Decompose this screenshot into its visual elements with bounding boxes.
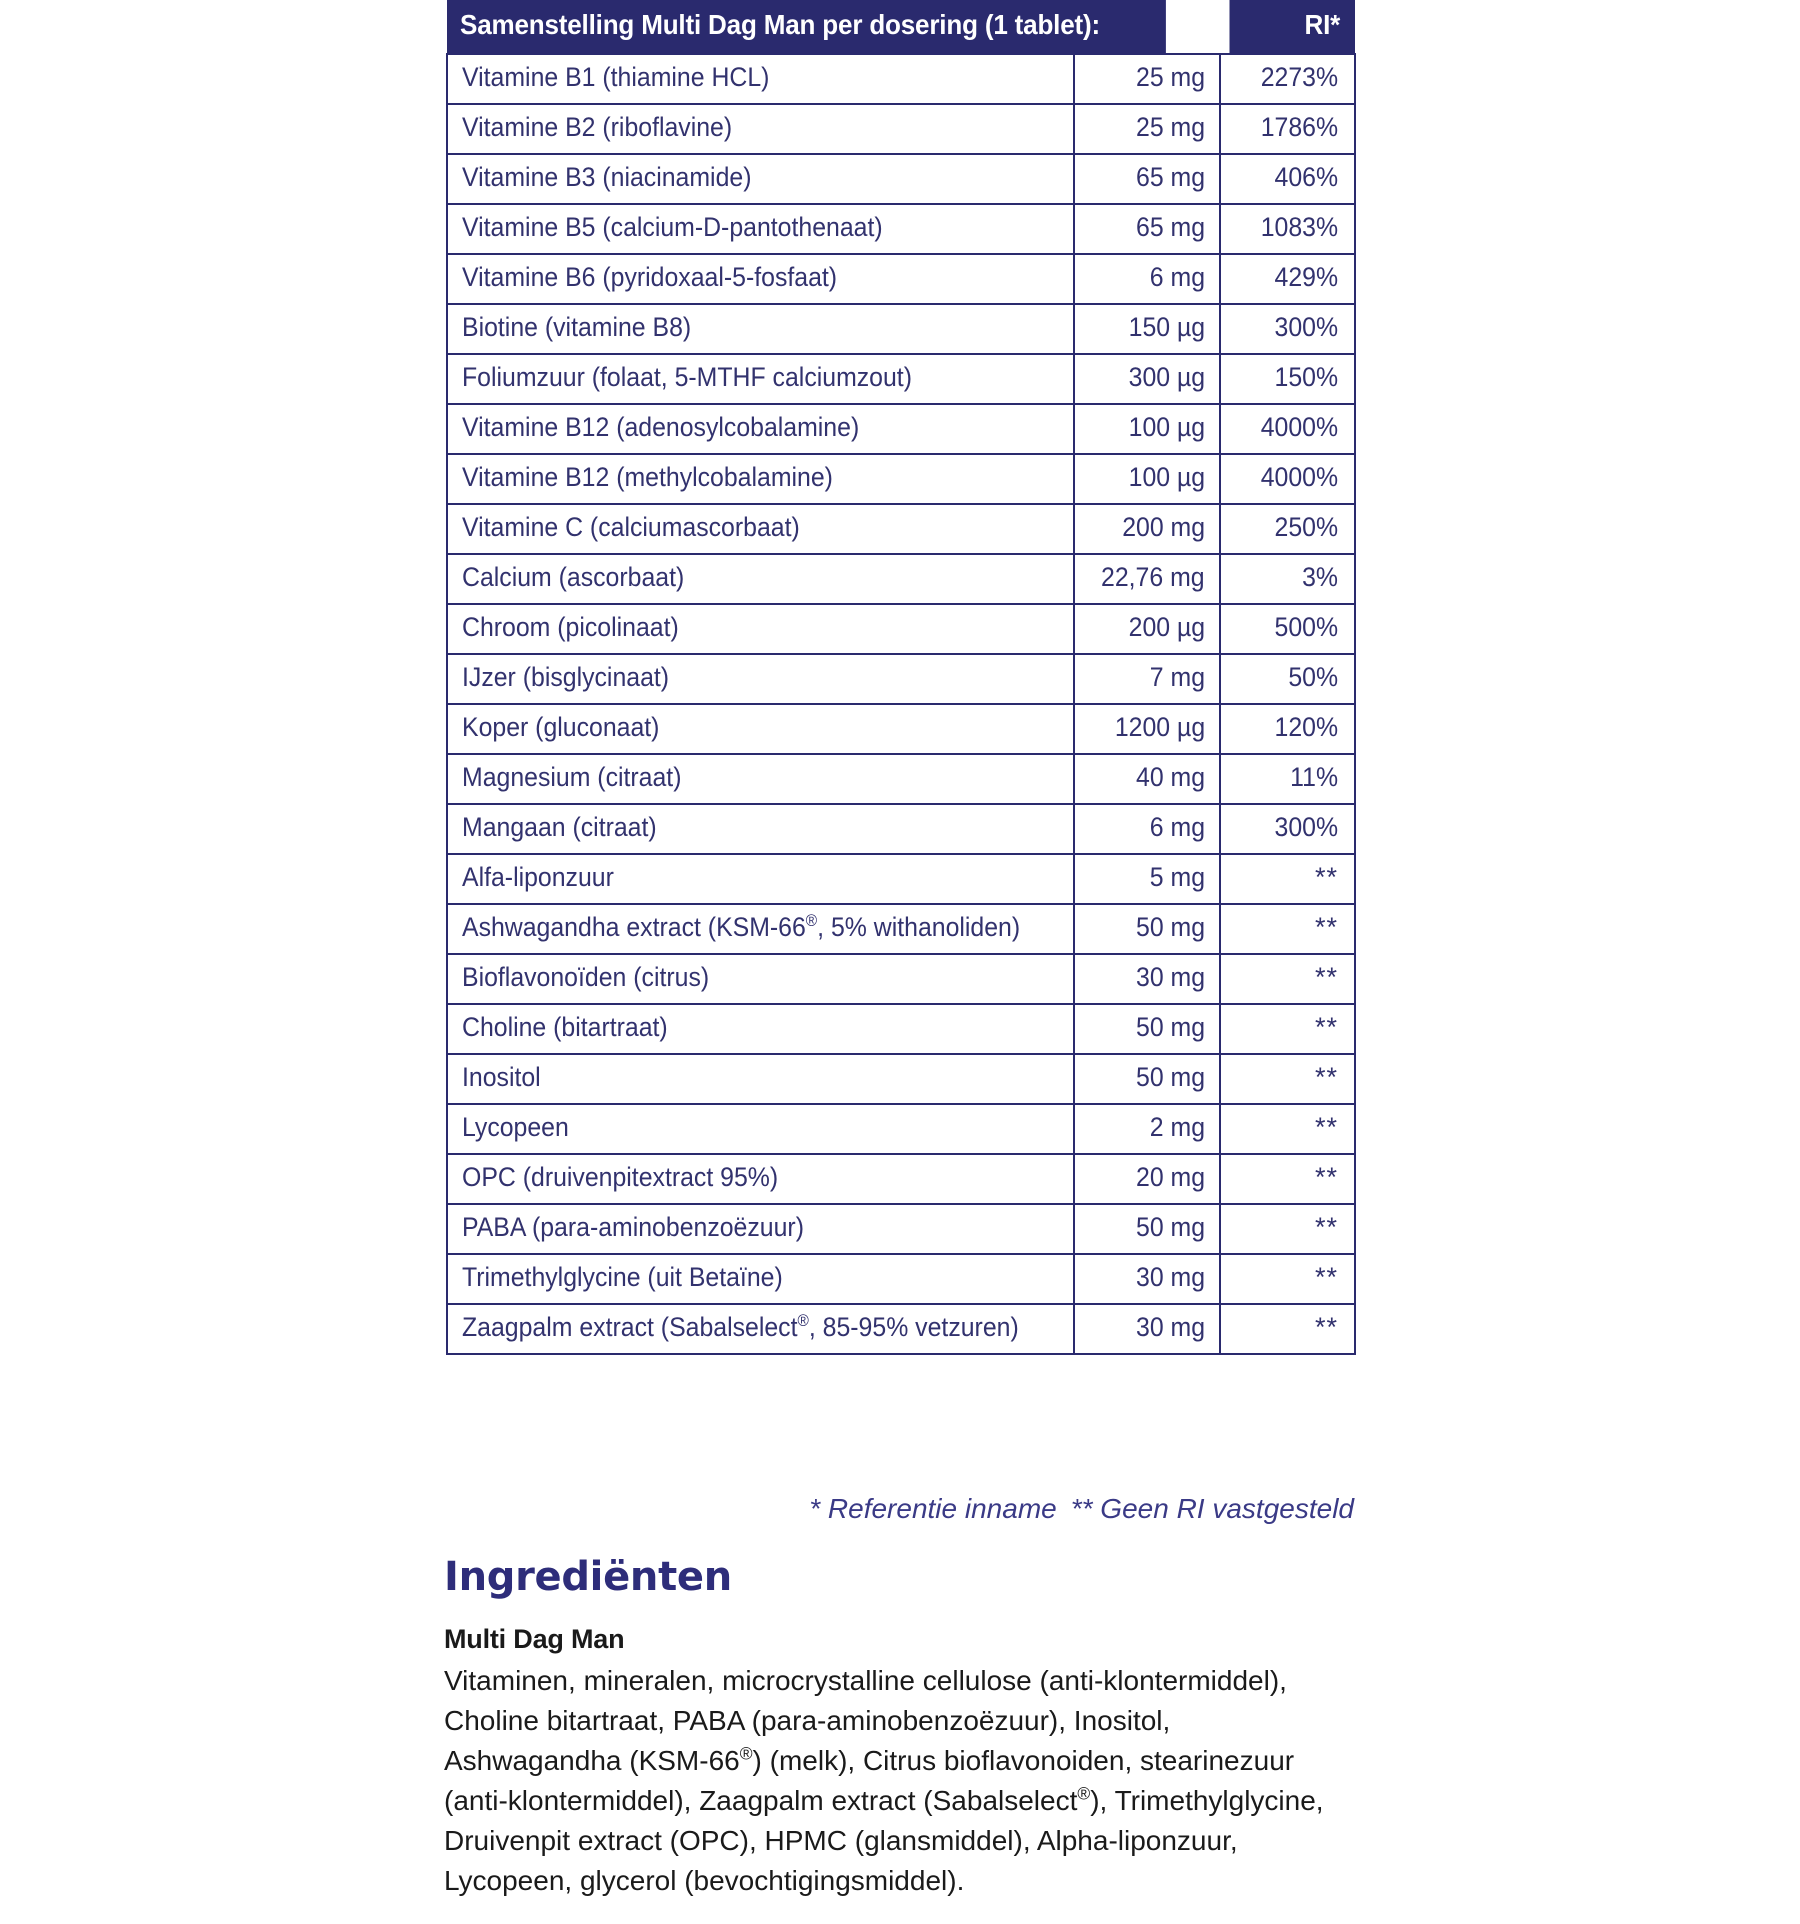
ingredients-section: [444, 1554, 1384, 1901]
table-row: [447, 704, 1355, 754]
ingredients-line: Choline bitartraat, PABA (para-aminobenzoëzuur), Inositol,: [444, 1705, 1171, 1737]
nutrient-amount-cell: 7 mg: [1074, 654, 1220, 704]
table-row: [447, 104, 1355, 154]
nutrient-ri-cell: **: [1220, 1104, 1355, 1154]
nutrient-name-cell: Vitamine B1 (thiamine HCL): [447, 54, 1074, 104]
table-row: [447, 754, 1355, 804]
nutrient-name-cell: Vitamine C (calciumascorbaat): [447, 504, 1074, 554]
nutrient-name-cell: Vitamine B12 (adenosylcobalamine): [447, 404, 1074, 454]
nutrient-name-cell: Calcium (ascorbaat): [447, 554, 1074, 604]
nutrient-amount-cell: 22,76 mg: [1074, 554, 1220, 604]
table-row: [447, 604, 1355, 654]
footnote-ri: * Referentie inname: [809, 1493, 1057, 1524]
nutrient-amount-cell: 30 mg: [1074, 1254, 1220, 1304]
nutrient-name-cell: Vitamine B6 (pyridoxaal-5-fosfaat): [447, 254, 1074, 304]
nutrient-ri-cell: 300%: [1220, 804, 1355, 854]
ingredients-body-text: [444, 1661, 1334, 1901]
nutrient-amount-cell: 200 mg: [1074, 504, 1220, 554]
table-row: [447, 904, 1355, 954]
nutrient-name-cell: PABA (para-aminobenzoëzuur): [447, 1204, 1074, 1254]
table-row: [447, 1004, 1355, 1054]
nutrient-ri-cell: 4000%: [1220, 404, 1355, 454]
nutrient-name-cell: Ashwagandha extract (KSM-66®, 5% withanoliden): [447, 904, 1074, 954]
nutrient-ri-cell: 150%: [1220, 354, 1355, 404]
table-row: [447, 1304, 1355, 1354]
table-row: [447, 304, 1355, 354]
table-row: [447, 154, 1355, 204]
nutrient-amount-cell: 5 mg: [1074, 854, 1220, 904]
nutrient-ri-cell: 300%: [1220, 304, 1355, 354]
nutrient-name-cell: OPC (druivenpitextract 95%): [447, 1154, 1074, 1204]
table-row: [447, 554, 1355, 604]
table-row: [447, 804, 1355, 854]
table-row: [447, 454, 1355, 504]
nutrient-amount-cell: 30 mg: [1074, 1304, 1220, 1354]
nutrient-amount-cell: 150 µg: [1074, 304, 1220, 354]
registered-trademark-symbol: ®: [797, 1311, 809, 1330]
nutrient-amount-cell: 300 µg: [1074, 354, 1220, 404]
table-row: [447, 1204, 1355, 1254]
nutrient-ri-cell: 406%: [1220, 154, 1355, 204]
table-footnotes: [446, 1493, 1354, 1525]
nutrient-ri-cell: 3%: [1220, 554, 1355, 604]
nutrient-name-cell: Inositol: [447, 1054, 1074, 1104]
ingredients-line: Vitaminen, mineralen, microcrystalline cellulose (anti-klontermiddel),: [444, 1665, 1287, 1696]
table-row: [447, 654, 1355, 704]
nutrient-amount-cell: 50 mg: [1074, 1004, 1220, 1054]
table-row: [447, 1054, 1355, 1104]
table-row: [447, 504, 1355, 554]
ingredients-line: Ashwagandha (KSM-66®) (melk), Citrus bioflavonoiden, stearinezuur: [444, 1743, 1295, 1777]
nutrient-name-cell: Vitamine B12 (methylcobalamine): [447, 454, 1074, 504]
nutrient-ri-cell: 250%: [1220, 504, 1355, 554]
nutrient-name-cell: Vitamine B3 (niacinamide): [447, 154, 1074, 204]
nutrient-amount-cell: 100 µg: [1074, 454, 1220, 504]
nutrient-ri-cell: 1083%: [1220, 204, 1355, 254]
table-row: [447, 1254, 1355, 1304]
nutrient-name-cell: IJzer (bisglycinaat): [447, 654, 1074, 704]
nutrient-ri-cell: **: [1220, 854, 1355, 904]
table-row: [447, 954, 1355, 1004]
nutrient-name-cell: Mangaan (citraat): [447, 804, 1074, 854]
nutrient-amount-cell: 30 mg: [1074, 954, 1220, 1004]
nutrient-name-cell: Trimethylglycine (uit Betaïne): [447, 1254, 1074, 1304]
table-row: [447, 54, 1355, 104]
nutrient-ri-cell: **: [1220, 904, 1355, 954]
table-row: [447, 354, 1355, 404]
nutrient-ri-cell: 1786%: [1220, 104, 1355, 154]
ingredients-line: (anti-klontermiddel), Zaagpalm extract (Sabalselect®), Trimethylglycine,: [444, 1783, 1324, 1817]
nutrient-name-cell: Bioflavonoïden (citrus): [447, 954, 1074, 1004]
nutrient-ri-cell: **: [1220, 1204, 1355, 1254]
nutrient-ri-cell: **: [1220, 1004, 1355, 1054]
nutrient-name-cell: Lycopeen: [447, 1104, 1074, 1154]
nutrient-ri-cell: **: [1220, 1054, 1355, 1104]
nutrient-amount-cell: 50 mg: [1074, 904, 1220, 954]
nutrient-ri-cell: **: [1220, 1154, 1355, 1204]
ingredients-product-name: Multi Dag Man: [444, 1624, 625, 1654]
nutrient-ri-cell: 500%: [1220, 604, 1355, 654]
nutrient-name-cell: Vitamine B5 (calcium-D-pantothenaat): [447, 204, 1074, 254]
nutrient-name-cell: Choline (bitartraat): [447, 1004, 1074, 1054]
table-header-row: [447, 0, 1355, 54]
ingredients-line: Lycopeen, glycerol (bevochtigingsmiddel).: [444, 1865, 965, 1897]
table-row: [447, 1104, 1355, 1154]
nutrient-amount-cell: 2 mg: [1074, 1104, 1220, 1154]
nutrient-name-cell: Koper (gluconaat): [447, 704, 1074, 754]
table-row: [447, 854, 1355, 904]
table-body: [447, 54, 1355, 1354]
nutrient-amount-cell: 50 mg: [1074, 1054, 1220, 1104]
nutrient-name-cell: Biotine (vitamine B8): [447, 304, 1074, 354]
registered-trademark-symbol: ®: [805, 911, 818, 930]
nutrient-name-cell: Zaagpalm extract (Sabalselect®, 85-95% vetzuren): [447, 1304, 1074, 1354]
nutrient-ri-cell: 4000%: [1220, 454, 1355, 504]
nutrient-amount-cell: 100 µg: [1074, 404, 1220, 454]
composition-table-container: [446, 0, 1354, 1355]
table-row: [447, 204, 1355, 254]
table-title: Samenstelling Multi Dag Man per dosering (1 tablet):: [447, 0, 1166, 54]
nutrient-ri-cell: 11%: [1220, 754, 1355, 804]
nutrient-amount-cell: 40 mg: [1074, 754, 1220, 804]
table-row: [447, 254, 1355, 304]
nutrient-name-cell: Magnesium (citraat): [447, 754, 1074, 804]
nutrient-ri-cell: 429%: [1220, 254, 1355, 304]
nutrient-ri-cell: **: [1220, 1254, 1355, 1304]
nutrient-amount-cell: 1200 µg: [1074, 704, 1220, 754]
composition-table: [446, 0, 1356, 1355]
table-row: [447, 1154, 1355, 1204]
nutrient-amount-cell: 65 mg: [1074, 154, 1220, 204]
nutrient-name-cell: Vitamine B2 (riboflavine): [447, 104, 1074, 154]
nutrient-amount-cell: 6 mg: [1074, 804, 1220, 854]
ingredients-line: Druivenpit extract (OPC), HPMC (glansmiddel), Alpha-liponzuur,: [444, 1825, 1238, 1857]
nutrient-ri-cell: 120%: [1220, 704, 1355, 754]
nutrient-amount-cell: 25 mg: [1074, 104, 1220, 154]
nutrient-ri-cell: **: [1220, 1304, 1355, 1354]
nutrient-ri-cell: **: [1220, 954, 1355, 1004]
nutrient-amount-cell: 20 mg: [1074, 1154, 1220, 1204]
nutrient-amount-cell: 25 mg: [1074, 54, 1220, 104]
nutrient-name-cell: Chroom (picolinaat): [447, 604, 1074, 654]
nutrient-amount-cell: 200 µg: [1074, 604, 1220, 654]
nutrient-ri-cell: 50%: [1220, 654, 1355, 704]
nutrient-amount-cell: 50 mg: [1074, 1204, 1220, 1254]
table-header: [447, 0, 1355, 54]
registered-trademark-symbol: ®: [739, 1743, 753, 1764]
table-row: [447, 404, 1355, 454]
nutrient-name-cell: Foliumzuur (folaat, 5-MTHF calciumzout): [447, 354, 1074, 404]
nutrient-name-cell: Alfa-liponzuur: [447, 854, 1074, 904]
nutrient-amount-cell: 6 mg: [1074, 254, 1220, 304]
nutrient-ri-cell: 2273%: [1220, 54, 1355, 104]
footnote-no-ri: ** Geen RI vastgesteld: [1070, 1493, 1354, 1524]
nutrient-amount-cell: 65 mg: [1074, 204, 1220, 254]
column-header-ri: RI*: [1229, 0, 1355, 54]
registered-trademark-symbol: ®: [1077, 1783, 1091, 1804]
ingredients-heading: Ingrediënten: [444, 1554, 732, 1600]
